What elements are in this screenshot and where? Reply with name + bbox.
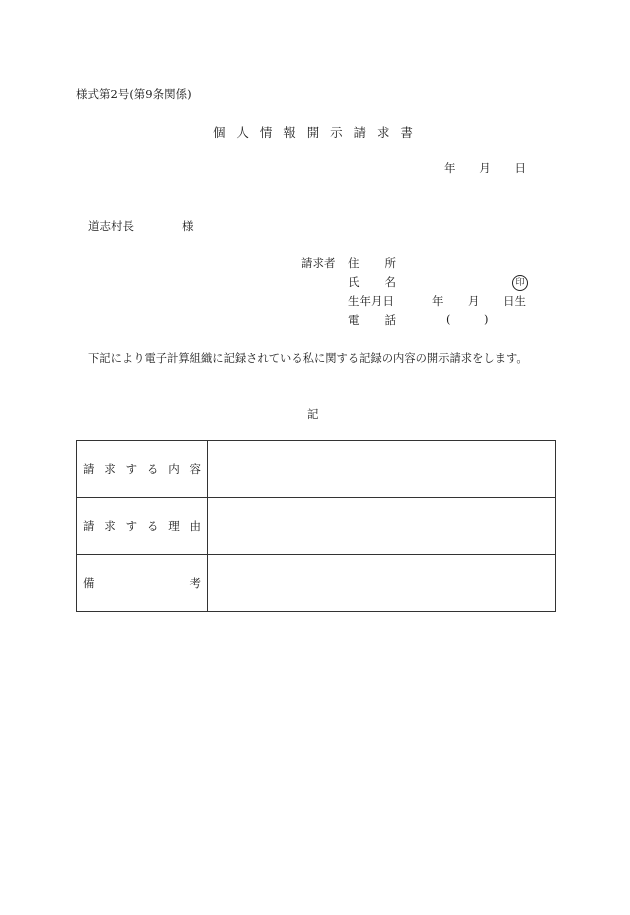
table-row [77,498,556,555]
row-label-content: 請 求 す る 内 容 [77,441,208,498]
title-char: 書 [400,125,413,140]
address-label: 住 所 [348,256,396,270]
name-label: 氏 名 [348,275,396,289]
title-char: 情 [259,125,273,140]
request-details-table [76,440,556,612]
document-title [213,123,413,141]
row-label-reason: 請 求 す る 理 由 [77,498,208,555]
date-month-label: 月 [479,161,491,175]
table-row [77,555,556,612]
date-day-label: 日 [514,161,526,175]
addressee-name: 道志村長 [88,219,134,233]
remarks-field[interactable] [208,555,556,612]
addressee-honorific: 様 [182,219,194,233]
title-char: 報 [283,125,296,140]
request-statement: 下記により電子計算組織に記録されている私に関する記録の内容の開示請求をします。 [88,352,528,365]
title-char: 請 [353,125,367,140]
birth-month-label: 月 [468,294,480,308]
title-char: 求 [376,125,390,140]
title-char: 開 [306,125,320,140]
request-reason-field[interactable] [208,498,556,555]
phone-label: 電 話 [348,313,396,327]
phone-paren-open: ( [446,312,451,326]
date-line [444,160,526,176]
request-content-field[interactable] [208,441,556,498]
birthdate-label: 生年月日 [348,294,394,308]
phone-paren-close: ) [484,312,489,326]
form-number: 様式第2号(第9条関係) [76,87,192,101]
birth-day-label: 日生 [503,294,526,308]
date-year-label: 年 [444,161,456,175]
ki-heading: 記 [307,407,319,421]
seal-mark: 印 [512,275,528,291]
row-label-remarks: 備 考 [77,555,208,612]
table-row [77,441,556,498]
title-char: 示 [330,125,343,140]
requester-label: 請求者 [301,256,336,270]
birth-year-label: 年 [432,294,444,308]
title-char: 人 [236,125,249,140]
title-char: 個 [213,125,226,140]
